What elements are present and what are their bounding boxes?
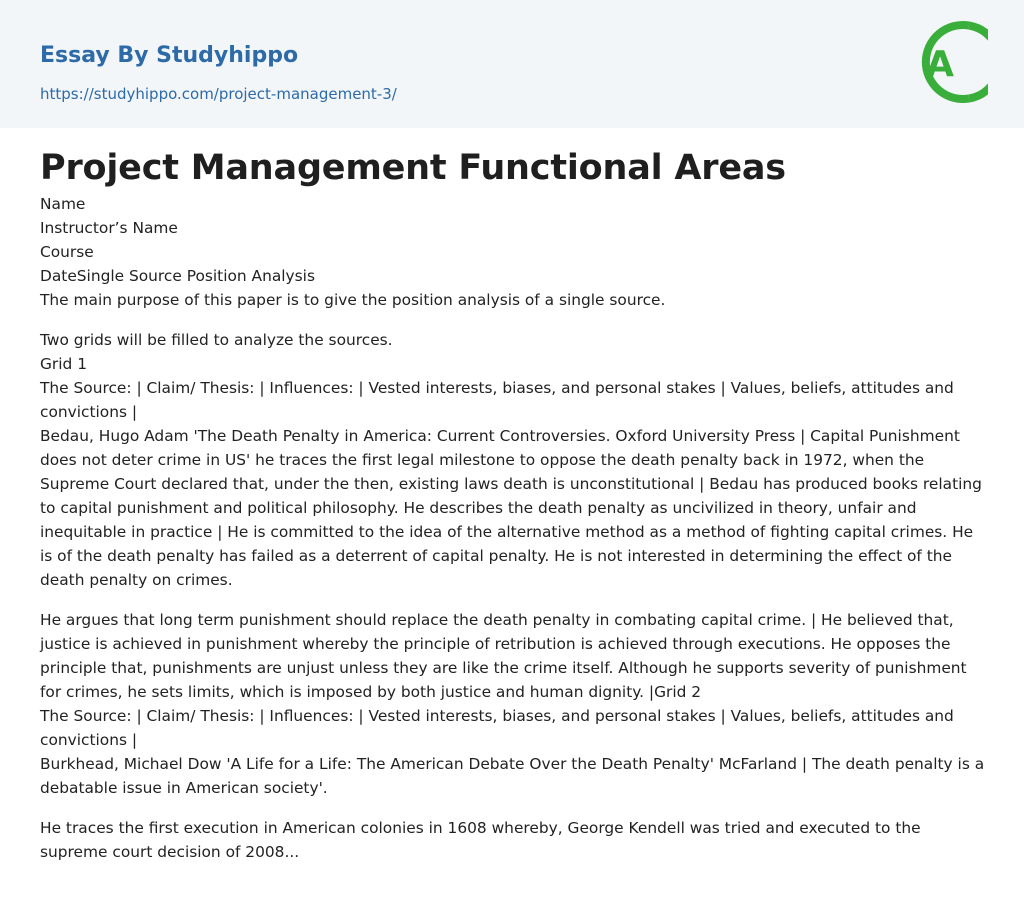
text-line: Instructor’s Name xyxy=(40,219,178,237)
paragraph xyxy=(40,328,986,592)
studyhippo-logo-icon[interactable] xyxy=(910,18,988,106)
paragraph xyxy=(40,816,986,864)
text-line: Grid 1 xyxy=(40,355,87,373)
article xyxy=(40,144,986,880)
text-line: The Source: | Claim/ Thesis: | Influences: | Vested interests, biases, and personal stakes | Values, beliefs, attitudes and convictions | xyxy=(40,379,954,421)
brand-title[interactable]: Essay By Studyhippo xyxy=(40,43,299,68)
text-line: Course xyxy=(40,243,94,261)
text-line: Burkhead, Michael Dow 'A Life for a Life: The American Debate Over the Death Penalty' McFarland | The death penalty is a debatable issue in American society'. xyxy=(40,755,985,797)
paragraph xyxy=(40,192,986,312)
text-line: He argues that long term punishment should replace the death penalty in combating capital crime. | He believed that, justice is achieved in punishment whereby the principle of retribution is achieved through executions. He opposes the principle that, punishments are unjust unless they are like the crime itself. Although he supports severity of punishment for crimes, he sets limits, which is imposed by both justice and human dignity. |Grid 2 xyxy=(40,611,967,701)
page-title: Project Management Functional Areas xyxy=(40,148,786,188)
text-line: Name xyxy=(40,195,86,213)
text-line: He traces the first execution in American colonies in 1608 whereby, George Kendell was tried and executed to the supreme court decision of 2008... xyxy=(40,819,921,861)
site-header xyxy=(0,0,1024,128)
text-line: Bedau, Hugo Adam 'The Death Penalty in America: Current Controversies. Oxford University Press | Capital Punishment does not deter crime in US' he traces the first legal milestone to oppose the death penalty back in 1972, when the Supreme Court declared that, under the then, existing laws death is unconstitutional | Bedau has produced books relating to capital punishment and political philosophy. He describes the death penalty as uncivilized in theory, unfair and inequitable in practice | He is committed to the idea of the alternative method as a method of fighting capital crimes. He is of the death penalty has failed as a deterrent of capital penalty. He is not interested in determining the effect of the death penalty on crimes. xyxy=(40,427,982,589)
logo-letter: A xyxy=(926,44,954,85)
source-url-link[interactable]: https://studyhippo.com/project-management-3/ xyxy=(40,85,397,103)
paragraph xyxy=(40,608,986,800)
text-line: DateSingle Source Position Analysis xyxy=(40,267,315,285)
text-line: The Source: | Claim/ Thesis: | Influences: | Vested interests, biases, and personal stakes | Values, beliefs, attitudes and convictions | xyxy=(40,707,954,749)
text-line: The main purpose of this paper is to give the position analysis of a single source. xyxy=(40,291,666,309)
article-body xyxy=(40,192,986,864)
text-line: Two grids will be filled to analyze the sources. xyxy=(40,331,393,349)
